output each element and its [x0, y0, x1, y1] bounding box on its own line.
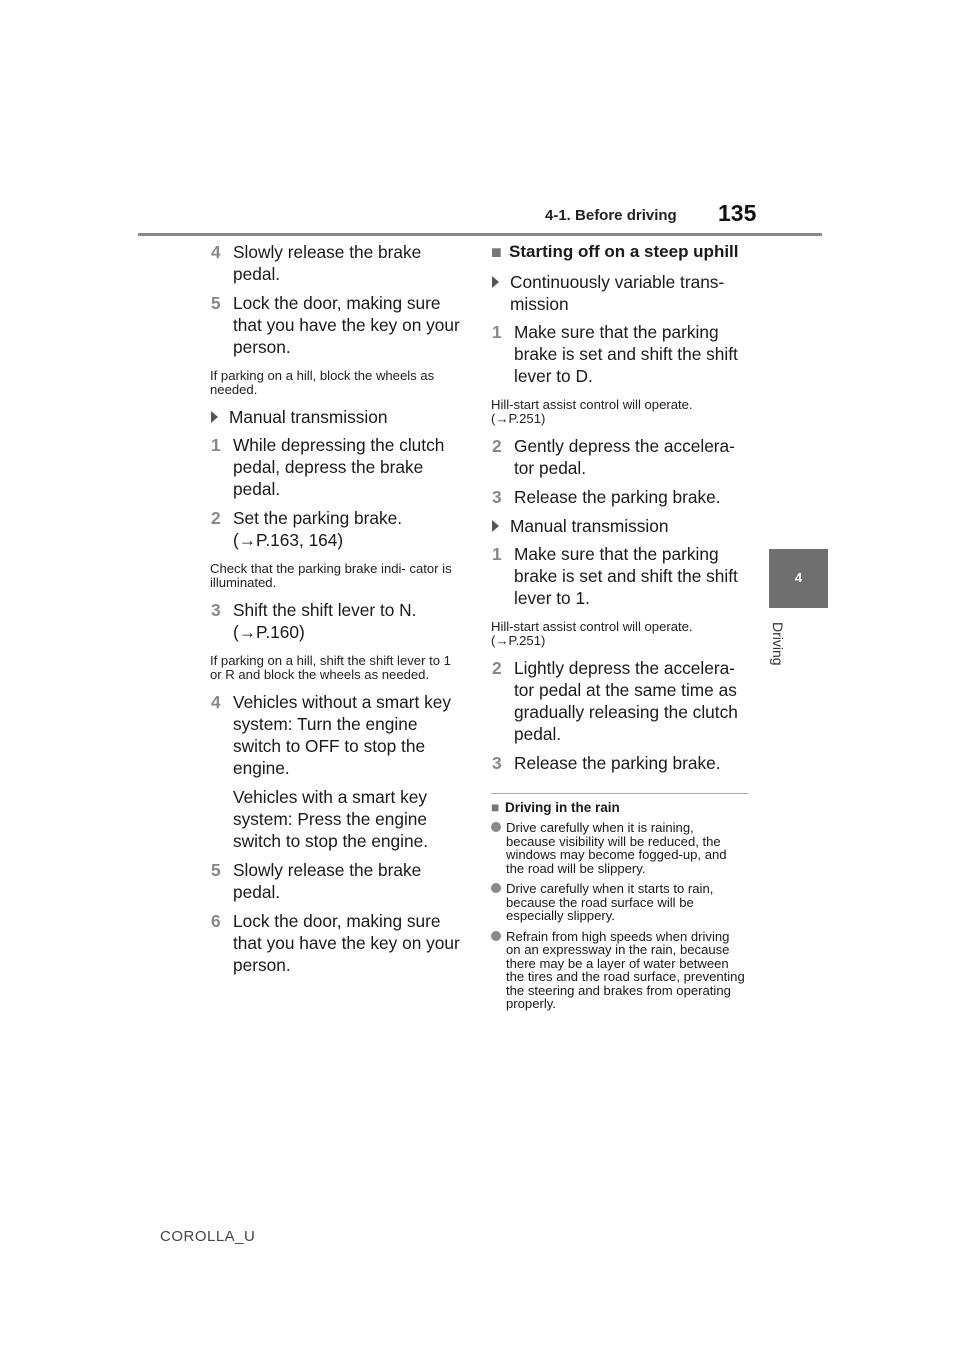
step-number: 1 — [492, 544, 502, 564]
step-item — [210, 241, 465, 285]
step-text: While depressing the clutch pedal, depress the brake pedal. — [233, 435, 445, 499]
triangle-arrow-icon — [492, 276, 499, 288]
subsection-text: Manual transmission — [229, 407, 388, 427]
subsection-text: Continuously variable trans- mission — [510, 272, 725, 314]
info-title-text: Driving in the rain — [505, 800, 620, 815]
step-number: 6 — [211, 911, 221, 931]
step-text: Slowly release the brake pedal. — [233, 242, 422, 284]
step-item — [210, 434, 465, 500]
subsection-label — [491, 271, 746, 315]
step-item — [210, 859, 465, 903]
step-text: Release the parking brake. — [514, 487, 721, 507]
step-text: Vehicles with a smart key system: Press the engine switch to stop the engine. — [233, 787, 429, 851]
bullet-item — [491, 930, 746, 1011]
steps-a — [210, 241, 465, 358]
step-item — [491, 321, 746, 387]
bullet-text: Drive carefully when it starts to rain, because the road surface will be especially slippery. — [506, 881, 714, 923]
step-text: Release the parking brake. — [514, 753, 721, 773]
step-text: Lock the door, making sure that you have the key on your person. — [233, 911, 460, 975]
bullet-dot-icon — [491, 883, 501, 893]
square-bullet-icon: ■ — [491, 799, 500, 815]
footer-model: COROLLA_U — [160, 1228, 256, 1245]
bullet-dot-icon — [491, 822, 501, 832]
steps-b3 — [210, 691, 465, 976]
heading-text: Starting off on a steep uphill — [509, 242, 739, 261]
chapter-label: Driving — [770, 622, 786, 666]
subsection-label — [491, 515, 746, 537]
note: Hill-start assist control will operate. (→P.251) — [491, 397, 693, 426]
step-item — [491, 657, 746, 745]
step-item — [491, 543, 746, 609]
step-text: Lock the door, making sure that you have the key on your person. — [233, 293, 460, 357]
bullet-item — [491, 882, 746, 923]
bullet-text: Drive carefully when it is raining, because visibility will be reduced, the windows may become fogged-up, and the road will be slippery. — [506, 820, 727, 876]
step-text: Vehicles without a smart key system: Turn the engine switch to OFF to stop the engine. — [233, 692, 452, 778]
triangle-arrow-icon — [492, 520, 499, 532]
step-number: 5 — [211, 293, 221, 313]
step-text: Make sure that the parking brake is set and shift the shift lever to 1. — [514, 544, 738, 608]
chapter-number: 4 — [794, 570, 803, 585]
step-text: Set the parking brake. (→P.163, 164) — [233, 508, 403, 550]
bullet-dot-icon — [491, 931, 501, 941]
step-number: 1 — [211, 435, 221, 455]
step-item — [210, 292, 465, 358]
right-column — [491, 241, 746, 1018]
note: If parking on a hill, block the wheels as needed. — [210, 368, 435, 397]
step-text: Shift the shift lever to N. (→P.160) — [233, 600, 417, 642]
step-item — [210, 599, 465, 643]
triangle-arrow-icon — [211, 411, 218, 423]
step-number: 4 — [211, 242, 221, 262]
step-item — [210, 786, 465, 852]
subsection-text: Manual transmission — [510, 516, 669, 536]
step-number: 3 — [492, 487, 502, 507]
steps-b1 — [210, 434, 465, 551]
step-number: 3 — [211, 600, 221, 620]
info-bullets — [491, 821, 746, 1011]
steps-d2 — [491, 657, 746, 774]
step-item — [210, 507, 465, 551]
step-number: 2 — [492, 436, 502, 456]
square-bullet-icon: ■ — [491, 242, 502, 262]
info-divider — [491, 793, 748, 794]
step-item — [491, 486, 746, 508]
note: Check that the parking brake indi- cator is illuminated. — [210, 561, 452, 590]
left-column — [210, 241, 465, 983]
step-text: Gently depress the accelera- tor pedal. — [514, 436, 735, 478]
steps-b2 — [210, 599, 465, 643]
steps-c2 — [491, 435, 746, 508]
step-item — [210, 691, 465, 779]
section-heading — [491, 241, 746, 263]
step-number: 3 — [492, 753, 502, 773]
steps-c1 — [491, 321, 746, 387]
page-number: 135 — [718, 200, 757, 226]
step-number: 2 — [492, 658, 502, 678]
subsection-label — [210, 406, 465, 428]
bullet-text: Refrain from high speeds when driving on an expressway in the rain, because there may be a layer of water between the tires and the road surface, preventing the steering and brakes from operating properly. — [506, 928, 745, 1011]
step-number: 1 — [492, 322, 502, 342]
note: If parking on a hill, shift the shift lever to 1 or R and block the wheels as needed. — [210, 653, 451, 682]
info-title — [491, 800, 746, 815]
header-divider — [138, 233, 822, 236]
step-item — [491, 752, 746, 774]
step-item — [210, 910, 465, 976]
step-text: Lightly depress the accelera- tor pedal at the same time as gradually releasing the clutch pedal. — [514, 658, 738, 744]
steps-d1 — [491, 543, 746, 609]
step-item — [491, 435, 746, 479]
step-number: 5 — [211, 860, 221, 880]
step-text: Make sure that the parking brake is set and shift the shift lever to D. — [514, 322, 738, 386]
step-number: 4 — [211, 692, 221, 712]
step-text: Slowly release the brake pedal. — [233, 860, 422, 902]
step-number: 2 — [211, 508, 221, 528]
note: Hill-start assist control will operate. (→P.251) — [491, 619, 693, 648]
bullet-item — [491, 821, 746, 875]
section-title: 4-1. Before driving — [545, 207, 677, 224]
